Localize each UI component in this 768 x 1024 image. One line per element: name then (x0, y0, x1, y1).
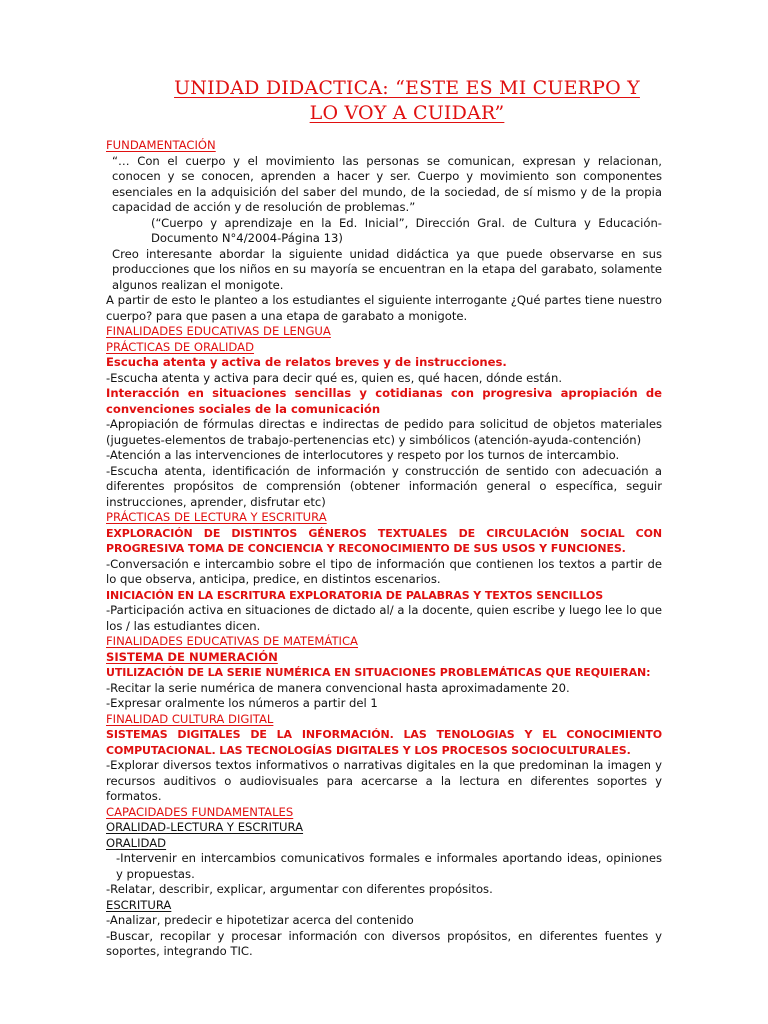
capacidades-esc-item-1: -Analizar, predecir e hipotetizar acerca del contenido (106, 913, 414, 927)
matematica-subheading-1: UTILIZACIÓN DE LA SERIE NUMÉRICA EN SITUACIONES PROBLEMÁTICAS QUE REQUIERAN: (106, 666, 651, 679)
capacidades-oral-item-1: -Intervenir en intercambios comunicativos formales e informales aportando ideas, opiniones y propuestas. (116, 851, 662, 881)
lectura-practices-heading: PRÁCTICAS DE LECTURA Y ESCRITURA (106, 510, 327, 524)
digital-item-1: -Explorar diversos textos informativos o narrativas digitales en la que predominan la imagen y recursos auditivos o audiovisuales para acercarse a la lectura en diferentes soportes y formatos. (106, 758, 662, 803)
lectura-subheading-1: EXPLORACIÓN DE DISTINTOS GÉNEROS TEXTUALES DE CIRCULACIÓN SOCIAL CON PROGRESIVA TOMA DE CONCIENCIA Y RECONOCIMIENTO DE SUS USOS Y FUNCIONES. (106, 526, 662, 555)
lectura-item-2: -Participación activa en situaciones de dictado al/ a la docente, quien escribe y luego lee lo que los / las estudiantes dicen. (106, 603, 662, 633)
oralidad-subheading-1: Escucha atenta y activa de relatos breves y de instrucciones. (106, 355, 507, 369)
oralidad-item-1: -Escucha atenta y activa para decir qué es, quien es, qué hacen, dónde están. (106, 370, 563, 385)
fundamentacion-paragraph-1: Creo interesante abordar la siguiente unidad didáctica ya que puede observarse en sus producciones que los niños en su mayoría se encuentran en la etapa del garabato, solamente algunos realizan el monigote. (112, 246, 662, 292)
document-title (100, 76, 714, 126)
digital-heading: FINALIDAD CULTURA DIGITAL (106, 711, 274, 726)
fundamentacion-quote: “… Con el cuerpo y el movimiento las personas se comunican, expresan y relacionan, conocen y se conocen, aprenden a hacer y ser. Cuerpo y movimiento son componentes esenciales en la adquisición del saber del mundo, de la sociedad, de sí mismo y de la propia capacidad de acción y de resolución de problemas.” (112, 153, 662, 214)
title-line-1: UNIDAD DIDACTICA: “ESTE ES MI CUERPO Y (174, 77, 640, 99)
lectura-subheading-2: INICIACIÓN EN LA ESCRITURA EXPLORATORIA DE PALABRAS Y TEXTOS SENCILLOS (106, 588, 604, 602)
matematica-heading: FINALIDADES EDUCATIVAS DE MATEMÁTICA (106, 634, 358, 648)
lengua-heading: FINALIDADES EDUCATIVAS DE LENGUA (106, 324, 331, 338)
capacidades-oralidad-heading: ORALIDAD (106, 835, 167, 850)
matematica-item-2: -Expresar oralmente los números a partir del 1 (106, 696, 378, 710)
oralidad-practices-heading: PRÁCTICAS DE ORALIDAD (106, 339, 255, 354)
digital-subheading-1: SISTEMAS DIGITALES DE LA INFORMACIÓN. LAS TENOLOGIAS Y EL CONOCIMIENTO COMPUTACIONAL. LAS TECNOLOGÍAS DIGITALES Y LOS PROCESOS SOCIOCULTURALES. (106, 728, 662, 757)
numeracion-heading: SISTEMA DE NUMERACIÓN (106, 649, 278, 664)
oralidad-item-4: -Escucha atenta, identificación de información y construcción de sentido con adecuación a diferentes propósitos de comprensión (obtener información general o específica, seguir instrucciones, aprender, disfrutar etc) (106, 463, 662, 509)
capacidades-esc-item-2: -Buscar, recopilar y procesar información con diversos propósitos, en diferentes fuentes y soportes, integrando TIC. (106, 928, 662, 958)
document-body (106, 138, 662, 960)
matematica-item-1: -Recitar la serie numérica de manera convencional hasta aproximadamente 20. (106, 680, 570, 695)
capacidades-oral-item-2: -Relatar, describir, explicar, argumentar con diferentes propósitos. (106, 882, 493, 896)
oralidad-item-2: -Apropiación de fórmulas directas e indirectas de pedido para solicitud de objetos materiales (juguetes-elementos de trabajo-pertenencias etc) y simbólicos (atención-ayuda-contención) (106, 417, 662, 447)
capacidades-heading: CAPACIDADES FUNDAMENTALES (106, 804, 294, 819)
fundamentacion-citation: (“Cuerpo y aprendizaje en la Ed. Inicial”, Dirección Gral. de Cultura y Educación- Documento N°4/2004-Página 13) (151, 215, 662, 245)
oralidad-subheading-2: Interacción en situaciones sencillas y cotidianas con progresiva apropiación de convenciones sociales de la comunicación (106, 386, 662, 416)
capacidades-subheading: ORALIDAD-LECTURA Y ESCRITURA (106, 820, 304, 834)
fundamentacion-heading: FUNDAMENTACIÓN (106, 138, 216, 152)
capacidades-escritura-heading: ESCRITURA (106, 897, 172, 912)
title-line-2: LO VOY A CUIDAR” (309, 102, 505, 124)
lectura-item-1: -Conversación e intercambio sobre el tipo de información que contienen los textos a partir de lo que observa, anticipa, predice, en distintos escenarios. (106, 556, 662, 586)
fundamentacion-paragraph-2: A partir de esto le planteo a los estudiantes el siguiente interrogante ¿Qué partes tiene nuestro cuerpo? para que pasen a una etapa de garabato a monigote. (106, 293, 662, 323)
oralidad-item-3: -Atención a las intervenciones de interlocutores y respeto por los turnos de intercambio. (106, 448, 620, 462)
